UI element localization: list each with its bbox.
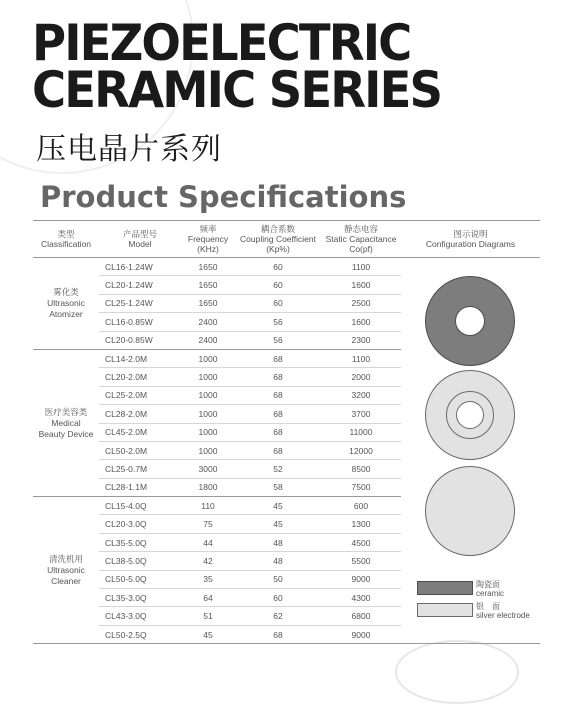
model-cell: CL50-2.5Q xyxy=(99,625,181,643)
coupling-cell: 68 xyxy=(235,423,321,441)
frequency-cell: 1000 xyxy=(181,441,235,459)
model-cell: CL28-1.1M xyxy=(99,478,181,496)
model-cell: CL25-0.7M xyxy=(99,460,181,478)
background-arc xyxy=(395,640,519,704)
capacitance-cell: 6800 xyxy=(321,607,401,625)
capacitance-cell: 1100 xyxy=(321,349,401,367)
silver-disc-diagram-icon xyxy=(425,466,515,556)
coupling-cell: 50 xyxy=(235,570,321,588)
header-classification: 类型 Classification xyxy=(33,221,99,258)
frequency-cell: 51 xyxy=(181,607,235,625)
capacitance-cell: 12000 xyxy=(321,441,401,459)
frequency-cell: 75 xyxy=(181,515,235,533)
frequency-cell: 1000 xyxy=(181,368,235,386)
frequency-cell: 64 xyxy=(181,589,235,607)
coupling-cell: 48 xyxy=(235,533,321,551)
capacitance-cell: 2000 xyxy=(321,368,401,386)
header-capacitance: 静态电容 Static Capacitance Co(pf) xyxy=(321,221,401,258)
frequency-cell: 1000 xyxy=(181,423,235,441)
header-model: 产品型号 Model xyxy=(99,221,181,258)
model-cell: CL45-2.0M xyxy=(99,423,181,441)
silver-ring-diagram-icon xyxy=(425,370,515,460)
model-cell: CL43-3.0Q xyxy=(99,607,181,625)
chinese-title: 压电晶片系列 xyxy=(36,132,222,167)
capacitance-cell: 1100 xyxy=(321,258,401,276)
capacitance-cell: 7500 xyxy=(321,478,401,496)
frequency-cell: 44 xyxy=(181,533,235,551)
frequency-cell: 1650 xyxy=(181,276,235,294)
table-row xyxy=(33,258,540,276)
model-cell: CL20-0.85W xyxy=(99,331,181,349)
capacitance-cell: 1600 xyxy=(321,276,401,294)
frequency-cell: 2400 xyxy=(181,331,235,349)
capacitance-cell: 4300 xyxy=(321,589,401,607)
coupling-cell: 68 xyxy=(235,368,321,386)
ceramic-swatch xyxy=(417,581,473,595)
header-diagrams: 图示说明 Configuration Diagrams xyxy=(401,221,540,258)
coupling-cell: 60 xyxy=(235,589,321,607)
frequency-cell: 1000 xyxy=(181,405,235,423)
capacitance-cell: 5500 xyxy=(321,552,401,570)
model-cell: CL20-1.24W xyxy=(99,276,181,294)
model-cell: CL16-1.24W xyxy=(99,258,181,276)
frequency-cell: 35 xyxy=(181,570,235,588)
capacitance-cell: 2300 xyxy=(321,331,401,349)
coupling-cell: 52 xyxy=(235,460,321,478)
title-line-1: PIEZOELECTRIC xyxy=(32,14,411,72)
model-cell: CL50-5.0Q xyxy=(99,570,181,588)
coupling-cell: 56 xyxy=(235,331,321,349)
legend-silver-en: silver electrode xyxy=(476,610,530,620)
spec-table xyxy=(33,220,540,644)
model-cell: CL20-3.0Q xyxy=(99,515,181,533)
frequency-cell: 2400 xyxy=(181,313,235,331)
header-coupling: 耦合系数 Coupling Coefficient (Kp%) xyxy=(235,221,321,258)
coupling-cell: 62 xyxy=(235,607,321,625)
coupling-cell: 45 xyxy=(235,515,321,533)
capacitance-cell: 11000 xyxy=(321,423,401,441)
capacitance-cell: 8500 xyxy=(321,460,401,478)
model-cell: CL38-5.0Q xyxy=(99,552,181,570)
frequency-cell: 45 xyxy=(181,625,235,643)
capacitance-cell: 1600 xyxy=(321,313,401,331)
configuration-diagrams xyxy=(401,258,540,631)
model-cell: CL50-2.0M xyxy=(99,441,181,459)
spec-table-body xyxy=(33,258,540,644)
model-cell: CL35-5.0Q xyxy=(99,533,181,551)
frequency-cell: 42 xyxy=(181,552,235,570)
frequency-cell: 110 xyxy=(181,497,235,515)
coupling-cell: 68 xyxy=(235,441,321,459)
model-cell: CL25-1.24W xyxy=(99,294,181,312)
ceramic-ring-diagram-icon xyxy=(425,276,515,366)
capacitance-cell: 2500 xyxy=(321,294,401,312)
frequency-cell: 1000 xyxy=(181,349,235,367)
legend-item-silver xyxy=(417,603,530,620)
model-cell: CL35-3.0Q xyxy=(99,589,181,607)
coupling-cell: 68 xyxy=(235,405,321,423)
capacitance-cell: 9000 xyxy=(321,570,401,588)
classification-cell: 医疗美容类 Medical Beauty Device xyxy=(33,349,99,496)
coupling-cell: 60 xyxy=(235,258,321,276)
legend-item-ceramic xyxy=(417,581,504,598)
frequency-cell: 1000 xyxy=(181,386,235,404)
coupling-cell: 68 xyxy=(235,349,321,367)
header-frequency: 频率 Frequency (KHz) xyxy=(181,221,235,258)
capacitance-cell: 1300 xyxy=(321,515,401,533)
coupling-cell: 45 xyxy=(235,497,321,515)
legend-ceramic-cn: 陶瓷面 xyxy=(476,580,500,589)
coupling-cell: 68 xyxy=(235,386,321,404)
legend-silver-cn: 银 面 xyxy=(476,602,500,611)
silver-swatch xyxy=(417,603,473,617)
model-cell: CL28-2.0M xyxy=(99,405,181,423)
model-cell: CL25-2.0M xyxy=(99,386,181,404)
table-header-row xyxy=(33,221,540,258)
page-title xyxy=(32,14,442,119)
capacitance-cell: 9000 xyxy=(321,625,401,643)
model-cell: CL14-2.0M xyxy=(99,349,181,367)
capacitance-cell: 3700 xyxy=(321,405,401,423)
capacitance-cell: 4500 xyxy=(321,533,401,551)
classification-cell: 清洗机用 Ultrasonic Cleaner xyxy=(33,497,99,644)
coupling-cell: 58 xyxy=(235,478,321,496)
section-title: Product Specifications xyxy=(40,180,407,214)
capacitance-cell: 3200 xyxy=(321,386,401,404)
coupling-cell: 60 xyxy=(235,294,321,312)
frequency-cell: 3000 xyxy=(181,460,235,478)
model-cell: CL16-0.85W xyxy=(99,313,181,331)
model-cell: CL15-4.0Q xyxy=(99,497,181,515)
model-cell: CL20-2.0M xyxy=(99,368,181,386)
diagram-cell xyxy=(401,258,540,644)
frequency-cell: 1650 xyxy=(181,258,235,276)
coupling-cell: 68 xyxy=(235,625,321,643)
frequency-cell: 1650 xyxy=(181,294,235,312)
coupling-cell: 48 xyxy=(235,552,321,570)
coupling-cell: 56 xyxy=(235,313,321,331)
title-line-2: CERAMIC SERIES xyxy=(32,61,442,119)
classification-cell: 雾化类 Ultrasonic Atomizer xyxy=(33,258,99,350)
legend-ceramic-en: ceramic xyxy=(476,588,505,598)
frequency-cell: 1800 xyxy=(181,478,235,496)
coupling-cell: 60 xyxy=(235,276,321,294)
capacitance-cell: 600 xyxy=(321,497,401,515)
